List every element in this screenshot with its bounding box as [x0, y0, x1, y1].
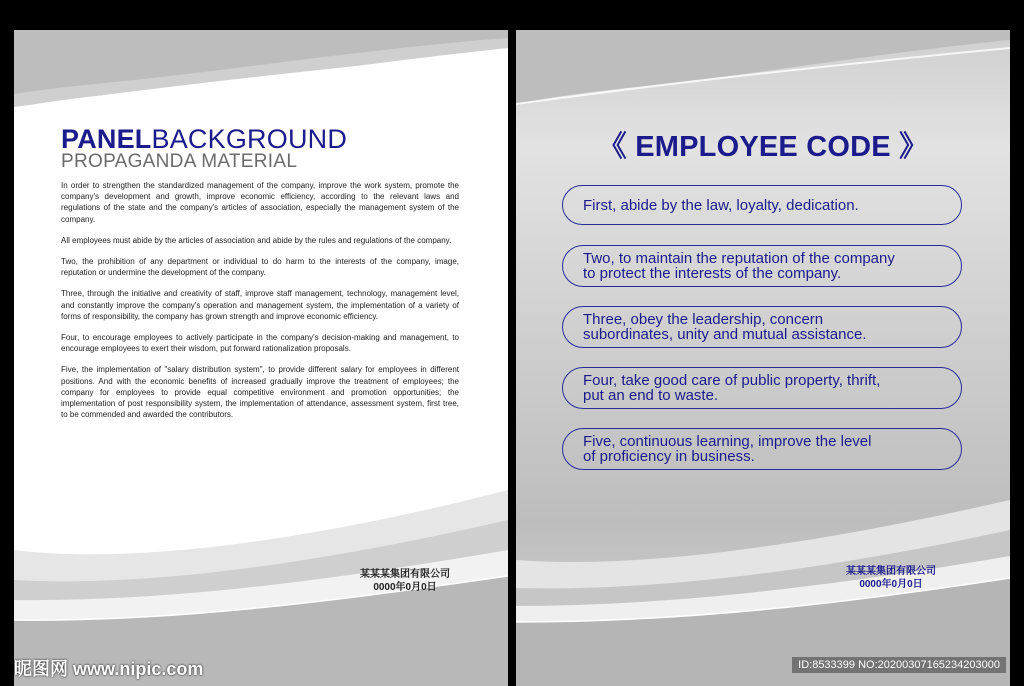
code-item: [562, 245, 962, 287]
top-wave-decoration: [14, 30, 508, 120]
code-item-text: Four, take good care of public property, thrift, put an end to waste.: [583, 372, 881, 404]
code-item: [562, 428, 962, 470]
watermark-id: ID:8533399 NO:20200307165234203000: [792, 657, 1006, 673]
company-footer: [360, 568, 450, 594]
company-name: 某某某集团有限公司: [360, 569, 450, 580]
left-panel: [14, 30, 508, 686]
code-item-text: Three, obey the leadership, concern subordinates, unity and mutual assistance.: [583, 311, 867, 343]
paragraph: Three, through the initiative and creativity of staff, improve staff management, technology, management level, and constantly improve the company's operation and management system, the implementation of a variety of forms of responsibility, the company has grown strength and improve economic efficiency.: [61, 289, 459, 321]
watermark-logo: 昵图网 www.nipic.com: [14, 659, 204, 679]
paragraph: All employees must abide by the articles of association and abide by the rules and regulations of the company.: [61, 235, 452, 245]
code-item: [562, 367, 962, 409]
company-footer: [846, 565, 936, 591]
paragraph: Four, to encourage employees to actively participate in the company's decision-making and management, to encourage employees to exert their wisdom, put forward rationalization proposals.: [61, 333, 459, 354]
top-wave-decoration: [516, 30, 1010, 120]
footer-date: 0000年0月0日: [859, 579, 923, 590]
body-text: [61, 180, 459, 430]
code-item: [562, 185, 962, 225]
code-item-text: Two, to maintain the reputation of the company to protect the interests of the company.: [583, 250, 895, 282]
panel-title: PANELBACKGROUND: [61, 124, 348, 154]
company-name: 某某某集团有限公司: [846, 566, 936, 577]
right-panel: [516, 30, 1010, 686]
employee-code-title: 《 EMPLOYEE CODE 》: [597, 131, 929, 163]
paragraph: Two, the prohibition of any department or individual to do harm to the interests of the company, image, reputation or undermine the development of the company.: [61, 257, 459, 278]
paragraph: Five, the implementation of "salary distribution system", to provide different salary for employees in different positions. And with the economic benefits of increased gradually improve the treatment of employees; the company for employees to provide equal competitive environment and promotion opportunities; the implementation of post responsibility system, the implementation of attendance, assessment system, first tree, to be commended and awarded the contributors.: [61, 365, 459, 420]
code-item: [562, 306, 962, 348]
paragraph: In order to strengthen the standardized management of the company, improve the work system, promote the company's development and growth, improve economic efficiency, according to the relevant laws and regulations of the state and the company's articles of association, especially the management system of the company.: [61, 181, 459, 224]
code-item-text: Five, continuous learning, improve the level of proficiency in business.: [583, 433, 872, 465]
code-item-text: First, abide by the law, loyalty, dedication.: [583, 196, 859, 214]
panel-subtitle: PROPAGANDA MATERIAL: [61, 151, 298, 172]
footer-date: 0000年0月0日: [373, 582, 437, 593]
